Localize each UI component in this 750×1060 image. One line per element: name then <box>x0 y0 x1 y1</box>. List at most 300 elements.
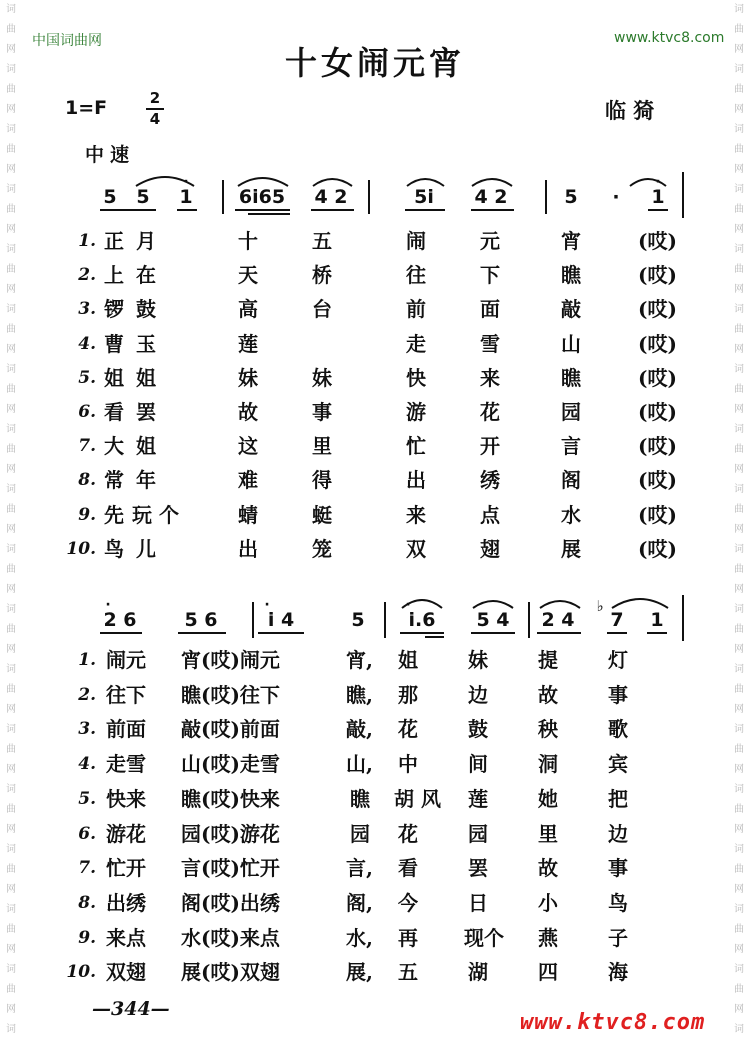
lyric-syllable: 展, <box>346 960 373 985</box>
lyric-syllable: 阁 <box>561 468 581 493</box>
side-watermark-char: 曲 <box>6 744 16 755</box>
side-watermark-char: 词 <box>734 484 744 495</box>
side-watermark-char: 词 <box>6 904 16 915</box>
lyric-syllable: 宵 <box>561 229 581 253</box>
right-site-watermark: www.ktvc8.com <box>614 30 725 46</box>
lyric-syllable: 姐 <box>136 365 156 390</box>
note-group: 5 4 <box>476 609 510 631</box>
lyric-syllable: 鸟 <box>608 890 628 915</box>
side-watermark-char: 曲 <box>6 924 16 935</box>
verse-number: 8. <box>78 470 96 491</box>
slur <box>473 601 513 608</box>
lyric-syllable: 日 <box>468 890 488 915</box>
lyric-syllable: 山(哎)走雪 <box>181 752 280 777</box>
flat-sign: ♭ <box>596 597 604 615</box>
side-watermark-char: 网 <box>6 824 16 835</box>
lyric-syllable: 快来 <box>106 786 146 811</box>
lyric-syllable: 玩 个 <box>132 502 179 527</box>
lyric-syllable: 蜓 <box>312 502 332 527</box>
side-watermark-char: 词 <box>6 784 16 795</box>
verse-number: 1. <box>78 650 96 670</box>
side-watermark-char: 网 <box>734 44 744 55</box>
note: 5 <box>564 186 578 208</box>
lyric-syllable: 阁(哎)出绣 <box>181 890 280 915</box>
lyric-syllable: 雪 <box>480 331 500 356</box>
side-watermark-char: 曲 <box>734 204 744 215</box>
lyric-syllable: 灯 <box>608 648 628 672</box>
lyric-syllable: 莲 <box>468 786 488 811</box>
lyric-syllable: 点 <box>480 502 500 527</box>
side-watermark-char: 词 <box>6 184 16 195</box>
side-watermark-char: 词 <box>6 4 16 15</box>
side-watermark-char: 曲 <box>6 24 16 35</box>
verse-number: 6. <box>78 402 96 422</box>
side-watermark-char: 曲 <box>6 264 16 275</box>
verse-number: 2. <box>78 684 96 705</box>
augmentation-dot: · <box>612 186 620 208</box>
side-watermark-char: 词 <box>6 844 16 855</box>
lyric-syllable: 敲, <box>346 717 373 742</box>
side-watermark-char: 网 <box>734 584 744 595</box>
side-watermark-char: 网 <box>6 104 16 115</box>
lyric-syllable: 妹 <box>468 648 488 672</box>
lyric-syllable: 瞧 <box>561 365 581 390</box>
slur <box>630 179 666 186</box>
lyric-syllable: 妹 <box>238 365 258 390</box>
side-watermark-char: 词 <box>6 244 16 255</box>
lyric-syllable: 蜻 <box>238 502 258 527</box>
side-watermark-char: 词 <box>6 424 16 435</box>
lyric-syllable: 出绣 <box>106 890 146 915</box>
side-watermark-char: 网 <box>734 824 744 835</box>
side-watermark-char: 网 <box>6 1004 16 1015</box>
side-watermark-char: 曲 <box>734 984 744 995</box>
left-site-watermark: 中国词曲网 <box>32 33 102 49</box>
slur <box>238 178 288 186</box>
verse-number: 9. <box>78 927 96 948</box>
lyric-syllable: 事 <box>312 400 332 424</box>
side-watermark-char: 网 <box>6 164 16 175</box>
side-watermark-char: 曲 <box>734 324 744 335</box>
high-octave-dot: · <box>264 597 270 613</box>
note-group: i.6 <box>408 609 436 631</box>
side-watermark-char: 曲 <box>734 864 744 875</box>
note: 7 <box>610 609 624 631</box>
lyric-syllable: 罢 <box>468 856 488 881</box>
lyric-syllable: 姐 <box>398 648 418 672</box>
mood-marking: 临 猗 <box>605 99 655 123</box>
verse-number: 7. <box>78 436 96 457</box>
side-watermark-char: 词 <box>734 64 744 75</box>
lyric-syllable: 来 <box>480 365 500 390</box>
lyric-syllable: 罢 <box>136 400 156 424</box>
side-watermark-char: 词 <box>734 724 744 735</box>
side-watermark-char: 词 <box>734 1024 744 1035</box>
lyric-syllable: (哎) <box>638 263 677 288</box>
lyric-syllable: 花 <box>398 821 418 846</box>
side-watermark-char: 词 <box>734 964 744 975</box>
lyric-syllable: (哎) <box>638 400 677 424</box>
side-watermark-char: 网 <box>6 764 16 775</box>
side-watermark-char: 曲 <box>734 744 744 755</box>
lyric-syllable: 常 <box>104 468 124 493</box>
high-octave-dot: · <box>105 597 111 613</box>
lyric-syllable: 园 <box>468 821 488 846</box>
lyric-syllable: 前面 <box>106 717 146 742</box>
lyric-syllable: 胡 风 <box>394 786 441 811</box>
lyric-syllable: 事 <box>608 682 628 707</box>
lyric-syllable: 再 <box>398 925 418 950</box>
side-watermark-char: 网 <box>6 524 16 535</box>
side-watermark-char: 词 <box>6 1024 16 1035</box>
side-watermark-char: 曲 <box>6 384 16 395</box>
verse-number: 10. <box>66 538 96 559</box>
side-watermark-char: 曲 <box>734 504 744 515</box>
side-watermark-char: 词 <box>734 124 744 135</box>
footer-watermark: www.ktvc8.com <box>520 1010 706 1035</box>
lyric-syllable: 水(哎)来点 <box>181 925 280 950</box>
lyric-syllable: 玉 <box>136 331 156 356</box>
side-watermark-char: 网 <box>734 464 744 475</box>
side-watermark-char: 曲 <box>734 924 744 935</box>
verse-number: 5. <box>78 367 96 388</box>
verse-number: 2. <box>78 265 96 286</box>
high-octave-dot: · <box>183 174 189 190</box>
side-watermark-char: 网 <box>6 644 16 655</box>
lyric-syllable: 看 <box>104 400 124 424</box>
side-watermark-char: 曲 <box>734 804 744 815</box>
slur <box>407 179 444 186</box>
lyric-syllable: 快 <box>406 365 426 390</box>
note-group: 4 2 <box>314 186 348 208</box>
lyric-syllable: 姐 <box>104 365 124 390</box>
verse-number: 6. <box>78 823 96 844</box>
lyric-syllable: 出 <box>238 536 258 561</box>
lyric-syllable: 瞧(哎)快来 <box>181 786 280 811</box>
lyric-syllable: 上 <box>104 263 124 288</box>
side-watermark-char: 词 <box>734 244 744 255</box>
lyric-syllable: 闹 <box>406 229 426 253</box>
side-watermark-char: 词 <box>734 364 744 375</box>
lyric-syllable: (哎) <box>638 229 677 253</box>
side-watermark-char: 网 <box>734 764 744 775</box>
lyric-syllable: 花 <box>398 717 418 742</box>
lyric-syllable: 瞧, <box>346 682 373 707</box>
side-watermark-char: 网 <box>6 944 16 955</box>
side-watermark-char: 词 <box>6 484 16 495</box>
lyric-syllable: 故 <box>538 682 558 707</box>
lyric-syllable: 花 <box>480 400 500 424</box>
side-watermark-char: 曲 <box>734 264 744 275</box>
lyric-syllable: 双 <box>406 536 426 561</box>
lyric-syllable: 闹元 <box>106 648 146 672</box>
side-watermark-char: 网 <box>6 464 16 475</box>
lyric-syllable: 今 <box>398 890 418 915</box>
side-watermark-char: 网 <box>6 344 16 355</box>
side-watermark-char: 曲 <box>734 684 744 695</box>
verse-number: 4. <box>78 333 96 354</box>
note: 1 <box>179 186 193 208</box>
lyric-syllable: 桥 <box>312 263 332 288</box>
lyric-syllable: 展(哎)双翅 <box>181 960 280 985</box>
lyric-syllable: 提 <box>538 648 558 672</box>
side-watermark-char: 词 <box>734 424 744 435</box>
note: 5 <box>351 609 365 631</box>
lyric-syllable: 五 <box>312 229 332 253</box>
lyric-syllable: 四 <box>538 960 558 985</box>
lyric-syllable: 湖 <box>468 960 488 985</box>
lyric-syllable: 海 <box>608 960 628 985</box>
lyric-syllable: 中 <box>398 752 418 777</box>
side-watermark-char: 曲 <box>734 384 744 395</box>
lyric-syllable: 山, <box>346 752 373 777</box>
lyric-syllable: 宾 <box>608 752 628 777</box>
lyric-syllable: 边 <box>468 682 488 707</box>
lyric-syllable: 敲(哎)前面 <box>181 717 280 742</box>
lyric-syllable: 元 <box>480 229 500 253</box>
side-watermark-char: 网 <box>734 1004 744 1015</box>
lyric-syllable: 间 <box>468 752 488 777</box>
side-watermark-char: 曲 <box>734 84 744 95</box>
slur <box>313 179 352 186</box>
song-title: 十女闹元宵 <box>284 44 465 82</box>
lyric-syllable: 言 <box>561 434 581 459</box>
lyric-syllable: 曹 <box>104 331 124 356</box>
slur <box>540 601 580 608</box>
lyric-syllable: 莲 <box>238 331 258 356</box>
side-watermark-char: 网 <box>734 404 744 415</box>
note-group: 5i <box>414 186 434 208</box>
side-watermark-char: 网 <box>734 344 744 355</box>
lyric-syllable: 燕 <box>538 925 558 950</box>
lyric-syllable: 下 <box>480 263 500 288</box>
side-watermark-char: 网 <box>734 644 744 655</box>
side-watermark-char: 曲 <box>6 804 16 815</box>
lyric-syllable: 园(哎)游花 <box>181 821 280 846</box>
lyric-syllable: 正 <box>104 229 124 253</box>
side-watermark-char: 词 <box>6 604 16 615</box>
lyric-syllable: (哎) <box>638 331 677 356</box>
side-watermark-char: 曲 <box>6 84 16 95</box>
lyric-syllable: 里 <box>538 821 558 846</box>
lyric-syllable: 来 <box>406 502 426 527</box>
lyric-syllable: (哎) <box>638 468 677 493</box>
side-watermark-char: 词 <box>734 784 744 795</box>
lyric-syllable: 姐 <box>136 434 156 459</box>
lyric-syllable: 言, <box>346 856 373 881</box>
lyric-syllable: 绣 <box>480 468 500 493</box>
tempo-marking: 中速 <box>85 144 136 166</box>
side-watermark-char: 词 <box>6 724 16 735</box>
side-watermark-char: 网 <box>734 224 744 235</box>
time-signature-top: 2 <box>149 89 161 107</box>
note: 5 <box>136 186 150 208</box>
lyric-syllable: 水 <box>561 502 581 527</box>
side-watermark-char: 词 <box>6 664 16 675</box>
lyric-syllable: 得 <box>312 468 332 493</box>
lyric-syllable: 面 <box>480 297 500 322</box>
side-watermark-char: 词 <box>6 964 16 975</box>
lyric-syllable: 这 <box>238 434 258 459</box>
side-watermark-char: 词 <box>734 184 744 195</box>
lyric-syllable: 把 <box>608 786 628 811</box>
lyric-syllable: (哎) <box>638 365 677 390</box>
side-watermark-char: 网 <box>734 884 744 895</box>
lyric-syllable: 子 <box>608 925 628 950</box>
lyric-syllable: 妹 <box>312 365 332 390</box>
lyric-syllable: 宵, <box>346 648 373 672</box>
note: 1 <box>650 609 664 631</box>
page-number: —344— <box>92 998 170 1020</box>
side-watermark-char: 词 <box>734 604 744 615</box>
side-watermark-char: 曲 <box>6 204 16 215</box>
slur <box>136 177 194 186</box>
verse-number: 5. <box>78 788 96 809</box>
note-group: i 4 <box>267 609 295 631</box>
verse-number: 3. <box>78 299 96 320</box>
slur <box>612 599 668 608</box>
side-watermark-char: 网 <box>6 584 16 595</box>
lyric-syllable: 水, <box>346 925 373 950</box>
side-watermark-char: 曲 <box>6 984 16 995</box>
lyric-syllable: 往 <box>406 263 426 288</box>
lyric-syllable: 宵(哎)闹元 <box>181 648 280 672</box>
slur <box>402 600 442 608</box>
lyric-syllable: 年 <box>136 468 156 493</box>
lyric-syllable: 鸟 <box>104 536 124 561</box>
side-watermark-char: 词 <box>734 304 744 315</box>
side-watermark-char: 网 <box>734 164 744 175</box>
lyric-syllable: 游 <box>406 400 426 424</box>
side-watermark-char: 网 <box>734 524 744 535</box>
side-watermark-char: 网 <box>734 944 744 955</box>
lyric-syllable: 她 <box>538 786 558 811</box>
lyric-syllable: 前 <box>406 297 426 322</box>
note-group: 2 4 <box>541 609 575 631</box>
lyric-syllable: 敲 <box>561 297 581 322</box>
note-group: 2 6 <box>103 609 137 631</box>
lyric-syllable: 笼 <box>312 536 332 561</box>
lyric-syllable: 故 <box>238 400 258 424</box>
lyric-syllable: 鼓 <box>468 717 488 742</box>
lyric-syllable: (哎) <box>638 536 677 561</box>
side-watermark-char: 网 <box>734 284 744 295</box>
verse-number: 4. <box>78 754 96 775</box>
side-watermark-char: 词 <box>6 544 16 555</box>
side-watermark-char: 曲 <box>734 24 744 35</box>
side-watermark-char: 词 <box>6 64 16 75</box>
lyric-syllable: 天 <box>238 263 258 288</box>
lyric-syllable: 山 <box>561 331 581 356</box>
time-signature-bottom: 4 <box>149 110 161 128</box>
lyric-syllable: 开 <box>480 434 500 459</box>
lyric-syllable: 洞 <box>538 752 558 777</box>
side-watermark-char: 曲 <box>734 624 744 635</box>
side-watermark-char: 曲 <box>734 444 744 455</box>
lyric-syllable: 忙开 <box>106 856 146 881</box>
side-watermark-char: 词 <box>6 364 16 375</box>
lyric-syllable: 台 <box>312 297 332 322</box>
side-watermark-char: 曲 <box>6 144 16 155</box>
lyric-syllable: 瞧(哎)往下 <box>181 682 280 707</box>
lyric-syllable: 小 <box>538 890 558 915</box>
lyric-syllable: 大 <box>104 434 124 459</box>
lyric-syllable: 言(哎)忙开 <box>181 856 280 881</box>
verse-number: 3. <box>78 719 96 740</box>
lyric-syllable: 现个 <box>464 925 504 950</box>
side-watermark-char: 网 <box>6 44 16 55</box>
side-watermark-char: 词 <box>734 904 744 915</box>
lyric-syllable: 秧 <box>538 717 558 742</box>
lyric-syllable: 瞧 <box>350 786 370 811</box>
lyric-syllable: 故 <box>538 856 558 881</box>
lyric-syllable: 走 <box>406 331 426 356</box>
side-watermark-char: 网 <box>6 884 16 895</box>
lyric-syllable: 阁, <box>346 890 373 915</box>
lyric-syllable: 来点 <box>106 925 146 950</box>
lyric-syllable: 那 <box>398 682 418 707</box>
side-watermark-char: 词 <box>734 844 744 855</box>
lyric-syllable: 忙 <box>406 434 426 459</box>
lyric-syllable: 儿 <box>136 536 156 561</box>
lyric-syllable: 锣 <box>104 297 124 322</box>
lyric-syllable: 难 <box>238 468 258 493</box>
side-watermark-char: 网 <box>734 704 744 715</box>
lyric-syllable: (哎) <box>638 434 677 459</box>
lyric-syllable: 高 <box>238 297 258 322</box>
note-group: 5 6 <box>184 609 218 631</box>
side-watermark-char: 曲 <box>6 564 16 575</box>
lyric-syllable: 在 <box>136 263 156 288</box>
side-watermark-char: 曲 <box>734 144 744 155</box>
lyric-syllable: 双翅 <box>106 960 146 985</box>
note: 1 <box>651 186 665 208</box>
verse-number: 8. <box>78 892 96 913</box>
side-watermark-char: 词 <box>734 4 744 15</box>
verse-number: 7. <box>78 858 96 879</box>
side-watermark-char: 网 <box>6 224 16 235</box>
lyric-syllable: 五 <box>398 960 418 985</box>
side-watermark-char: 网 <box>6 284 16 295</box>
note: 5 <box>103 186 117 208</box>
lyric-syllable: 出 <box>406 468 426 493</box>
side-watermark-char: 曲 <box>6 624 16 635</box>
side-watermark-char: 词 <box>734 664 744 675</box>
side-watermark-char: 网 <box>734 104 744 115</box>
key-signature: 1=F <box>65 97 108 119</box>
lyric-syllable: 看 <box>398 856 418 881</box>
side-watermark-char: 曲 <box>6 864 16 875</box>
verse-number: 9. <box>78 504 96 525</box>
lyric-syllable: (哎) <box>638 297 677 322</box>
lyric-syllable: 展 <box>561 536 581 561</box>
lyric-syllable: 月 <box>136 229 156 253</box>
lyric-syllable: 歌 <box>608 717 628 742</box>
note-group: 6i65 <box>238 186 286 208</box>
lyric-syllable: 园 <box>561 400 581 424</box>
verse-number: 10. <box>66 962 96 983</box>
side-watermark-char: 曲 <box>734 564 744 575</box>
side-watermark-char: 词 <box>6 124 16 135</box>
lyric-syllable: 游花 <box>106 821 146 846</box>
lyric-syllable: 往下 <box>106 682 146 707</box>
lyric-syllable: 先 <box>104 502 124 527</box>
lyric-syllable: 里 <box>312 434 332 459</box>
note-group: 4 2 <box>474 186 508 208</box>
side-watermark-char: 曲 <box>6 324 16 335</box>
side-watermark-char: 网 <box>6 704 16 715</box>
side-watermark-char: 网 <box>6 404 16 415</box>
